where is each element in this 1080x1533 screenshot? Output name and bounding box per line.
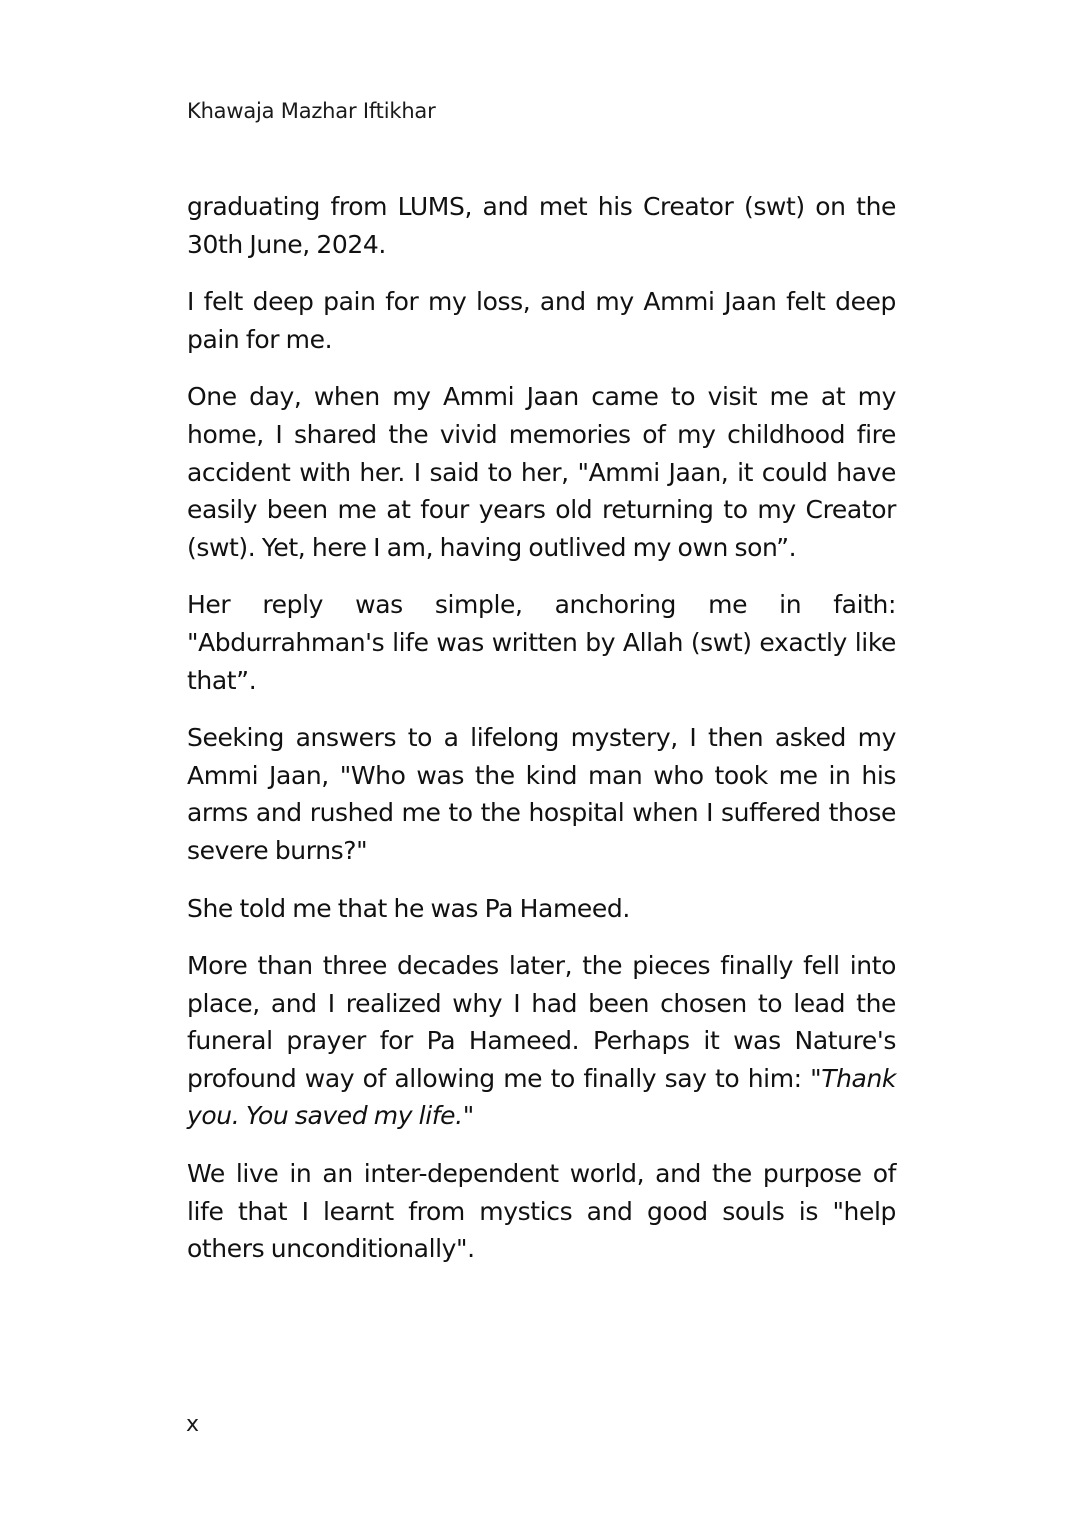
paragraph-3: One day, when my Ammi Jaan came to visit me at my home, I shared the vivid memories of my childhood fire accident with her. I said to her, "Ammi Jaan, it could have easily been me at four years old returning to my Creator (swt). Yet, here I am, having outlived my own son”. [187,382,896,562]
paragraph-7-text: More than three decades later, the pieces finally fell into place, and I realized why I had been chosen to lead the funeral prayer for Pa Hameed. Perhaps it was Nature's profound way of allowing me to finally say to him: [187,951,896,1093]
paragraph-4: Her reply was simple, anchoring me in faith: "Abdurrahman's life was written by Allah (swt) exactly like that”. [187,590,896,695]
paragraph-7-italic-quote: "Thank you. You saved my life." [187,1063,896,1131]
body-text [187,188,896,1288]
paragraph-7 [187,947,896,1135]
paragraph-8: We live in an inter-dependent world, and the purpose of life that I learnt from mystics and good souls is "help others unconditionally". [187,1159,896,1264]
paragraph-5: Seeking answers to a lifelong mystery, I then asked my Ammi Jaan, "Who was the kind man who took me in his arms and rushed me to the hospital when I suffered those severe burns?" [187,723,896,865]
paragraph-6: She told me that he was Pa Hameed. [187,893,630,923]
paragraph-1: graduating from LUMS, and met his Creator (swt) on the 30th June, 2024. [187,192,896,259]
paragraph-2: I felt deep pain for my loss, and my Ammi Jaan felt deep pain for me. [187,287,896,354]
running-header-author: Khawaja Mazhar Iftikhar [187,99,436,123]
page-number: x [186,1412,200,1437]
